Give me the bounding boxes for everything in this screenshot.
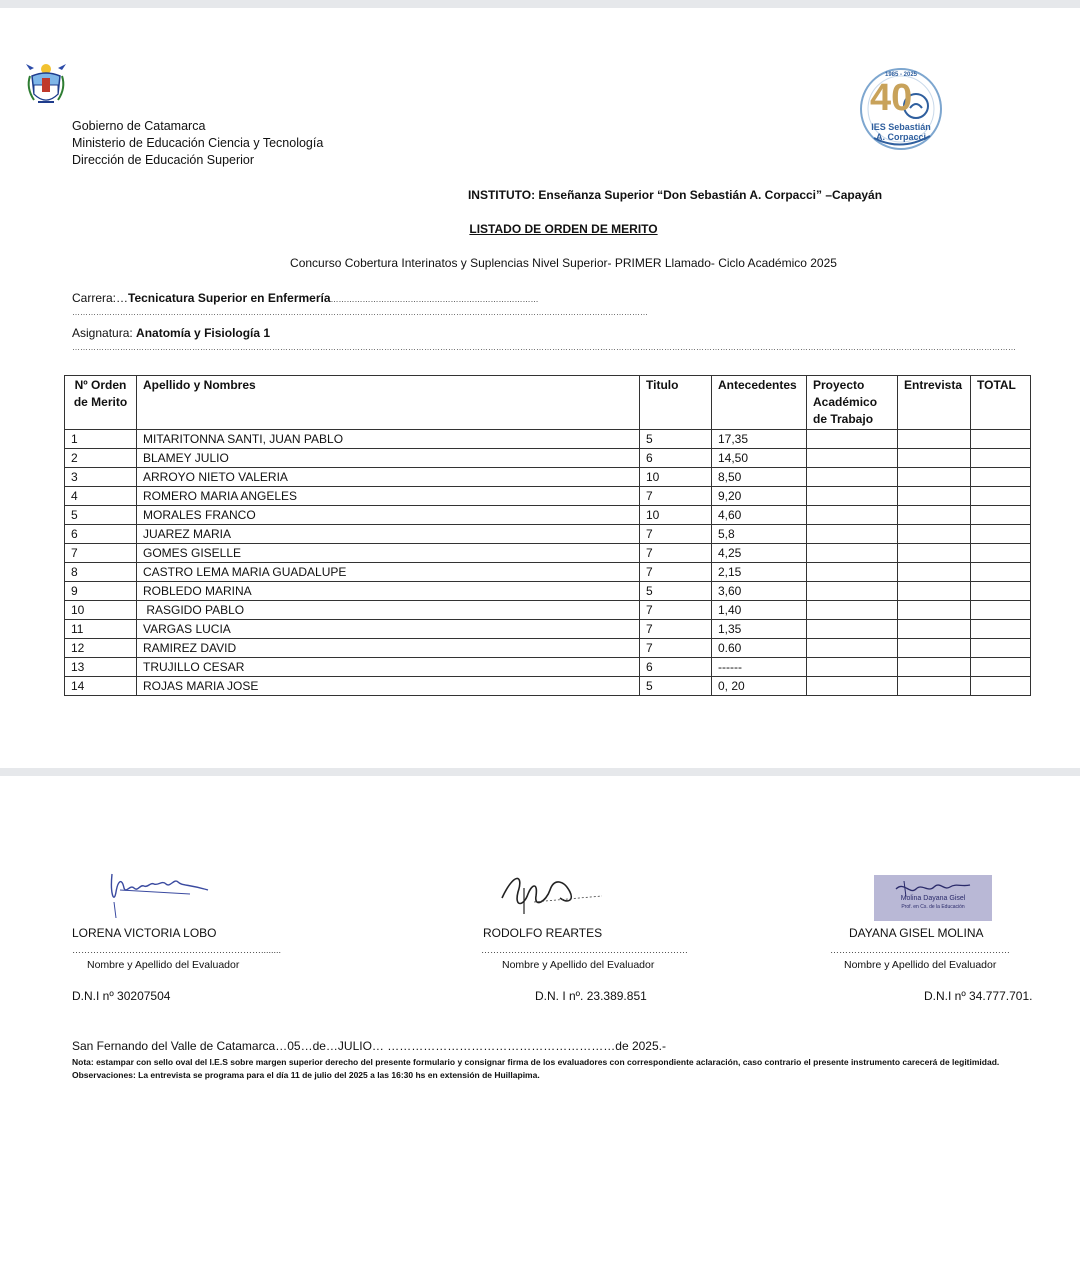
table-row xyxy=(65,449,1031,468)
interview-cell xyxy=(898,582,971,601)
background-cell: 9,20 xyxy=(712,487,807,506)
interview-cell xyxy=(898,487,971,506)
project-cell xyxy=(807,582,898,601)
table-row xyxy=(65,563,1031,582)
signature-1-icon xyxy=(100,854,215,920)
interview-cell xyxy=(898,658,971,677)
title-cell: 5 xyxy=(640,430,712,449)
total-cell xyxy=(971,506,1031,525)
stamp-line1: Molina Dayana Gisel xyxy=(900,895,966,902)
background-cell: ------ xyxy=(712,658,807,677)
interview-cell xyxy=(898,563,971,582)
background-cell: 8,50 xyxy=(712,468,807,487)
project-cell xyxy=(807,525,898,544)
contest-description: Concurso Cobertura Interinatos y Suplencias Nivel Superior- PRIMER Llamado- Ciclo Académico 2025 xyxy=(290,256,837,270)
evaluator-1-dotted-line: ………………………………………………………........ xyxy=(72,945,282,955)
order-cell: 1 xyxy=(65,430,137,449)
table-row xyxy=(65,468,1031,487)
table-row xyxy=(65,525,1031,544)
name-cell: ROMERO MARIA ANGELES xyxy=(137,487,640,506)
career-value: Tecnicatura Superior en Enfermería xyxy=(128,291,331,305)
title-cell: 5 xyxy=(640,677,712,696)
background-cell: 5,8 xyxy=(712,525,807,544)
evaluator-3-caption: Nombre y Apellido del Evaluador xyxy=(844,959,997,971)
header-line-ministry: Ministerio de Educación Ciencia y Tecnología xyxy=(72,136,324,150)
name-cell: BLAMEY JULIO xyxy=(137,449,640,468)
title-cell: 10 xyxy=(640,468,712,487)
title-cell: 10 xyxy=(640,506,712,525)
project-cell xyxy=(807,449,898,468)
background-cell: 4,60 xyxy=(712,506,807,525)
background-cell: 1,40 xyxy=(712,601,807,620)
order-cell: 9 xyxy=(65,582,137,601)
evaluator-3-dotted-line: …………………………………………………… xyxy=(830,945,1010,955)
project-cell xyxy=(807,506,898,525)
order-cell: 3 xyxy=(65,468,137,487)
government-header xyxy=(72,118,323,169)
col-project: Proyecto Académico de Trabajo xyxy=(807,376,898,430)
evaluator-3-stamp xyxy=(874,875,992,921)
project-cell xyxy=(807,563,898,582)
evaluator-1-dni: D.N.I nº 30207504 xyxy=(72,989,171,1003)
background-cell: 3,60 xyxy=(712,582,807,601)
project-cell xyxy=(807,468,898,487)
background-cell: 14,50 xyxy=(712,449,807,468)
table-row xyxy=(65,430,1031,449)
order-cell: 11 xyxy=(65,620,137,639)
order-cell: 7 xyxy=(65,544,137,563)
stamp-line2: Prof. en Cs. de la Educación xyxy=(901,904,965,910)
interview-cell xyxy=(898,601,971,620)
name-cell: MITARITONNA SANTI, JUAN PABLO xyxy=(137,430,640,449)
interview-cell xyxy=(898,677,971,696)
table-row xyxy=(65,677,1031,696)
evaluator-2-dni: D.N. I nº. 23.389.851 xyxy=(535,989,647,1003)
background-cell: 2,15 xyxy=(712,563,807,582)
order-cell: 6 xyxy=(65,525,137,544)
name-cell: CASTRO LEMA MARIA GUADALUPE xyxy=(137,563,640,582)
name-cell: RASGIDO PABLO xyxy=(137,601,640,620)
name-cell: GOMES GISELLE xyxy=(137,544,640,563)
career-field: Carrera:…Tecnicatura Superior en Enfermería…………………………………………………………………… xyxy=(72,291,539,305)
institute-title: INSTITUTO: Enseñanza Superior “Don Sebastián A. Corpacci” –Capayán xyxy=(467,188,883,202)
project-cell xyxy=(807,430,898,449)
background-cell: 0.60 xyxy=(712,639,807,658)
observations-text: Observaciones: La entrevista se programa para el día 11 de julio del 2025 a las 16:30 hs en extensión de Huillapima. xyxy=(72,1070,540,1080)
title-cell: 5 xyxy=(640,582,712,601)
project-cell xyxy=(807,601,898,620)
note-text: Nota: estampar con sello oval del I.E.S sobre margen superior derecho del presente formulario y consignar firma de los evaluadores con correspondiente aclaración, caso contrario el presente instrumento carecerá de legitimidad. xyxy=(72,1057,1000,1067)
col-total: TOTAL xyxy=(971,376,1031,430)
title-cell: 7 xyxy=(640,601,712,620)
interview-cell xyxy=(898,639,971,658)
title-cell: 7 xyxy=(640,639,712,658)
evaluator-2-caption: Nombre y Apellido del Evaluador xyxy=(502,959,655,971)
logo-name-line1: IES Sebastián xyxy=(871,122,931,132)
interview-cell xyxy=(898,544,971,563)
project-cell xyxy=(807,487,898,506)
document-page-1 xyxy=(0,8,1080,768)
place-date: San Fernando del Valle de Catamarca…05…de…JULIO… …………………………………………………de 2025.- xyxy=(72,1039,666,1053)
total-cell xyxy=(971,449,1031,468)
background-cell: 1,35 xyxy=(712,620,807,639)
background-cell: 0, 20 xyxy=(712,677,807,696)
name-cell: ARROYO NIETO VALERIA xyxy=(137,468,640,487)
interview-cell xyxy=(898,525,971,544)
logo-years: 1985 - 2025 xyxy=(884,72,918,78)
total-cell xyxy=(971,601,1031,620)
interview-cell xyxy=(898,620,971,639)
interview-cell xyxy=(898,430,971,449)
col-background: Antecedentes xyxy=(712,376,807,430)
document-page-2 xyxy=(0,776,1080,1269)
career-label: Carrera:… xyxy=(72,291,129,305)
table-body xyxy=(65,430,1031,696)
project-cell xyxy=(807,544,898,563)
total-cell xyxy=(971,525,1031,544)
project-cell xyxy=(807,658,898,677)
subject-label: Asignatura: xyxy=(72,326,137,340)
table-row xyxy=(65,639,1031,658)
name-cell: JUAREZ MARIA xyxy=(137,525,640,544)
evaluator-3-dni: D.N.I nº 34.777.701. xyxy=(924,989,1033,1003)
logo-name xyxy=(858,122,944,142)
subject-value: Anatomía y Fisiología 1 xyxy=(136,326,271,340)
header-line-government: Gobierno de Catamarca xyxy=(72,119,206,133)
header-line-direction: Dirección de Educación Superior xyxy=(72,153,255,167)
total-cell xyxy=(971,582,1031,601)
order-cell: 12 xyxy=(65,639,137,658)
total-cell xyxy=(971,639,1031,658)
title-cell: 7 xyxy=(640,620,712,639)
table-row xyxy=(65,487,1031,506)
total-cell xyxy=(971,468,1031,487)
order-cell: 5 xyxy=(65,506,137,525)
total-cell xyxy=(971,563,1031,582)
total-cell xyxy=(971,658,1031,677)
table-row xyxy=(65,601,1031,620)
col-title: Titulo xyxy=(640,376,712,430)
page-gap xyxy=(0,768,1080,776)
name-cell: ROBLEDO MARINA xyxy=(137,582,640,601)
title-cell: 7 xyxy=(640,525,712,544)
total-cell xyxy=(971,544,1031,563)
table-header-row xyxy=(65,376,1031,430)
order-cell: 10 xyxy=(65,601,137,620)
name-cell: VARGAS LUCIA xyxy=(137,620,640,639)
background-cell: 4,25 xyxy=(712,544,807,563)
evaluator-2-name: RODOLFO REARTES xyxy=(483,926,603,940)
col-interview: Entrevista xyxy=(898,376,971,430)
table-row xyxy=(65,658,1031,677)
evaluator-3-name: DAYANA GISEL MOLINA xyxy=(849,926,984,940)
evaluator-1-caption: Nombre y Apellido del Evaluador xyxy=(87,959,240,971)
total-cell xyxy=(971,620,1031,639)
title-cell: 6 xyxy=(640,449,712,468)
order-cell: 2 xyxy=(65,449,137,468)
table-row xyxy=(65,582,1031,601)
ies-40-years-logo xyxy=(858,66,944,152)
total-cell xyxy=(971,677,1031,696)
order-cell: 8 xyxy=(65,563,137,582)
col-name: Apellido y Nombres xyxy=(137,376,640,430)
project-cell xyxy=(807,639,898,658)
name-cell: MORALES FRANCO xyxy=(137,506,640,525)
table-row xyxy=(65,620,1031,639)
title-cell: 7 xyxy=(640,544,712,563)
subject-dotted-line: ………………………………………………………………………………………………………………………………………………………………………………………………………………………………………………………………………………………………………………………… xyxy=(72,343,1016,352)
logo-number: 40 xyxy=(870,77,913,119)
order-cell: 13 xyxy=(65,658,137,677)
interview-cell xyxy=(898,449,971,468)
title-cell: 6 xyxy=(640,658,712,677)
evaluator-1-name: LORENA VICTORIA LOBO xyxy=(72,926,217,940)
evaluator-2-dotted-line: …………………………………………………………… xyxy=(481,945,688,955)
project-cell xyxy=(807,620,898,639)
interview-cell xyxy=(898,506,971,525)
career-dotted-line: ……………………………………………………………………………………………………………………………………………………………………………………………… xyxy=(72,308,648,317)
total-cell xyxy=(971,487,1031,506)
col-order: Nº Orden de Merito xyxy=(65,376,137,430)
name-cell: RAMIREZ DAVID xyxy=(137,639,640,658)
title-cell: 7 xyxy=(640,487,712,506)
order-cell: 14 xyxy=(65,677,137,696)
total-cell xyxy=(971,430,1031,449)
interview-cell xyxy=(898,468,971,487)
title-cell: 7 xyxy=(640,563,712,582)
order-cell: 4 xyxy=(65,487,137,506)
merit-table xyxy=(64,375,1031,696)
signature-2-icon xyxy=(494,868,604,916)
table-row xyxy=(65,506,1031,525)
table-row xyxy=(65,544,1031,563)
logo-name-line2: A. Corpacci xyxy=(875,132,926,142)
name-cell: TRUJILLO CESAR xyxy=(137,658,640,677)
catamarca-coat-of-arms-icon xyxy=(24,60,68,108)
page-gap-top xyxy=(0,0,1080,8)
project-cell xyxy=(807,677,898,696)
background-cell: 17,35 xyxy=(712,430,807,449)
name-cell: ROJAS MARIA JOSE xyxy=(137,677,640,696)
list-title: LISTADO DE ORDEN DE MERITO xyxy=(469,222,658,236)
subject-field xyxy=(72,326,270,340)
